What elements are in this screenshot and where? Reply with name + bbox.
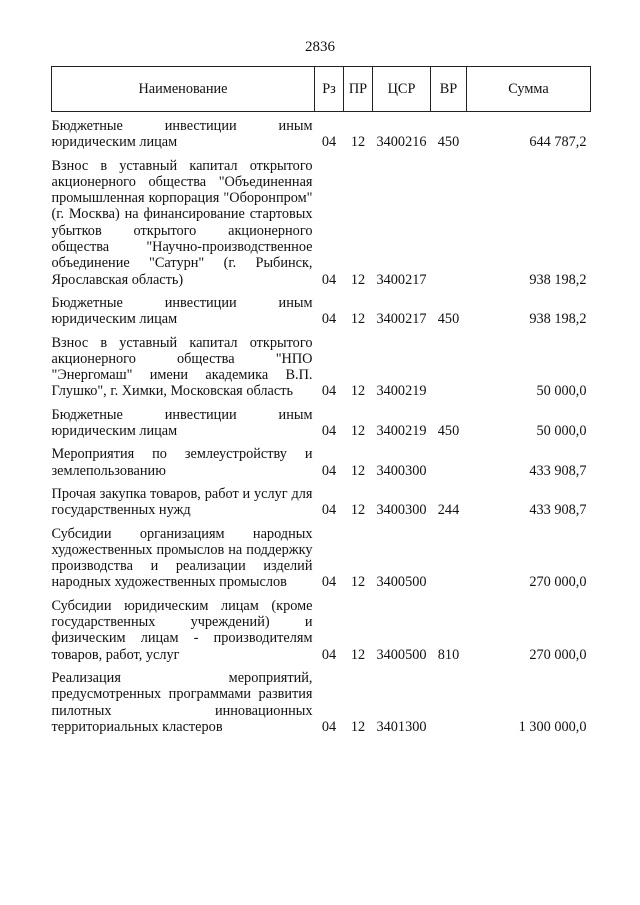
row-name: Субсидии организациям народных художественных промыслов на поддержку производства и реализации изделий народных художественных промыслов xyxy=(51,525,313,591)
table-row xyxy=(52,295,591,335)
row-sum: 270 000,0 xyxy=(529,574,587,591)
header-name: Наименование xyxy=(52,67,315,112)
row-vr xyxy=(431,670,467,742)
row-rz: 04 xyxy=(321,383,337,400)
header-pr: ПР xyxy=(344,67,373,112)
row-csr: 3400217 xyxy=(376,311,427,328)
row-csr: 3400219 xyxy=(376,423,427,440)
table-row xyxy=(52,598,591,670)
row-sum: 938 198,2 xyxy=(529,311,587,328)
row-sum: 50 000,0 xyxy=(536,383,587,400)
row-pr: 12 xyxy=(350,718,366,735)
row-sum: 50 000,0 xyxy=(536,423,587,440)
row-pr: 12 xyxy=(350,646,366,663)
table-row xyxy=(52,486,591,526)
row-sum: 433 908,7 xyxy=(529,462,587,479)
row-pr: 12 xyxy=(350,502,366,519)
table-row xyxy=(52,526,591,598)
row-rz: 04 xyxy=(321,718,337,735)
row-sum: 644 787,2 xyxy=(529,134,587,151)
header-rz: Рз xyxy=(315,67,344,112)
row-pr: 12 xyxy=(350,462,366,479)
row-vr xyxy=(431,446,467,486)
row-rz: 04 xyxy=(321,134,337,151)
row-csr: 3400219 xyxy=(376,383,427,400)
row-pr: 12 xyxy=(350,574,366,591)
header-sum: Сумма xyxy=(467,67,591,112)
row-name: Взнос в уставный капитал открытого акционерного общества "Объединенная промышленная корпорация "Оборонпром" (г. Москва) на финансирование стартовых убытков открытого акционерного общества "Научно-производственное объединение "Сатурн" (г. Рыбинск, Ярославская область) xyxy=(51,157,313,288)
row-pr: 12 xyxy=(350,271,366,288)
table-row xyxy=(52,446,591,486)
row-rz: 04 xyxy=(321,646,337,663)
table-row xyxy=(52,335,591,407)
row-sum: 433 908,7 xyxy=(529,502,587,519)
row-sum: 938 198,2 xyxy=(529,271,587,288)
row-name: Субсидии юридическим лицам (кроме государственных учреждений) и физическим лицам - производителям товаров, работ, услуг xyxy=(51,597,313,663)
row-vr: 244 xyxy=(437,502,460,519)
row-vr: 450 xyxy=(437,311,460,328)
row-name: Взнос в уставный капитал открытого акционерного общества "НПО "Энергомаш" имени академика В.П. Глушко", г. Химки, Московская область xyxy=(51,334,313,400)
row-name: Мероприятия по землеустройству и землепользованию xyxy=(51,446,313,479)
header-vr: ВР xyxy=(431,67,467,112)
row-csr: 3401300 xyxy=(376,718,427,735)
row-csr: 3400300 xyxy=(376,462,427,479)
row-rz: 04 xyxy=(321,502,337,519)
row-sum: 270 000,0 xyxy=(529,646,587,663)
row-pr: 12 xyxy=(350,134,366,151)
row-vr: 810 xyxy=(437,646,460,663)
table-row xyxy=(52,670,591,742)
page-number: 2836 xyxy=(305,39,335,55)
row-vr: 450 xyxy=(437,423,460,440)
row-rz: 04 xyxy=(321,462,337,479)
header-csr: ЦСР xyxy=(373,67,431,112)
table-row xyxy=(52,407,591,447)
table-row xyxy=(52,158,591,295)
row-sum: 1 300 000,0 xyxy=(518,718,587,735)
row-name: Бюджетные инвестиции иным юридическим лицам xyxy=(51,118,313,151)
row-rz: 04 xyxy=(321,574,337,591)
row-csr: 3400500 xyxy=(376,646,427,663)
row-csr: 3400217 xyxy=(376,271,427,288)
row-csr: 3400300 xyxy=(376,502,427,519)
budget-table xyxy=(51,66,591,742)
row-pr: 12 xyxy=(350,383,366,400)
table-header-row xyxy=(52,67,591,112)
row-name: Реализация мероприятий, предусмотренных программами развития пилотных инновационных территориальных кластеров xyxy=(51,669,313,735)
row-pr: 12 xyxy=(350,423,366,440)
row-csr: 3400500 xyxy=(376,574,427,591)
row-vr xyxy=(431,526,467,598)
row-pr: 12 xyxy=(350,311,366,328)
row-rz: 04 xyxy=(321,311,337,328)
row-rz: 04 xyxy=(321,423,337,440)
row-vr xyxy=(431,335,467,407)
row-rz: 04 xyxy=(321,271,337,288)
row-name: Бюджетные инвестиции иным юридическим лицам xyxy=(51,294,313,328)
row-csr: 3400216 xyxy=(376,134,427,151)
row-vr xyxy=(431,158,467,295)
row-name: Прочая закупка товаров, работ и услуг для государственных нужд xyxy=(51,485,313,519)
row-vr: 450 xyxy=(437,134,460,151)
row-name: Бюджетные инвестиции иным юридическим лицам xyxy=(51,406,313,440)
table-row xyxy=(52,112,591,158)
